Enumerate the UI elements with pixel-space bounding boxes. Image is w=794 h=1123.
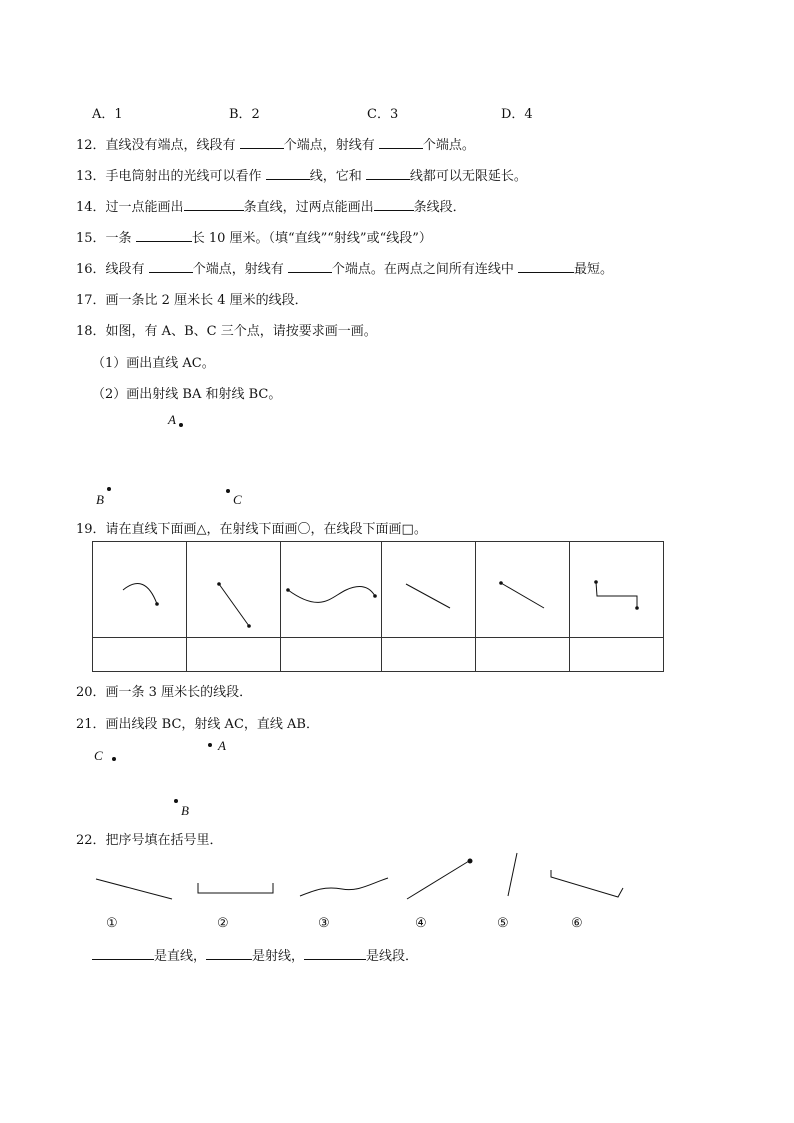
- curve-figure: [281, 542, 381, 637]
- answer-blank[interactable]: [518, 260, 574, 273]
- point-a-label: A: [168, 412, 176, 427]
- question-number: 17．: [76, 293, 106, 308]
- point-b-label: B: [181, 803, 189, 818]
- point-c[interactable]: [226, 489, 230, 493]
- figure-5-line: [508, 853, 517, 896]
- question-18: 18．如图，有 A、B、C 三个点，请按要求画一画。: [76, 324, 377, 339]
- answer-cell[interactable]: [476, 638, 570, 672]
- question-number: 12．: [76, 138, 106, 153]
- question-number: 19．: [76, 522, 106, 537]
- point-a[interactable]: [208, 743, 212, 747]
- figures-strip: [80, 850, 640, 910]
- option-a: A．1: [92, 107, 123, 122]
- answer-row: [93, 638, 664, 672]
- question-16: 16．线段有 个端点，射线有 个端点。在两点之间所有连线中 最短。: [76, 262, 613, 277]
- point-c-label: C: [233, 492, 242, 507]
- line-segment-figure: [187, 542, 280, 637]
- question-number: 15．: [76, 231, 106, 246]
- figure-cell-6: [570, 542, 664, 638]
- answer-blank-lines[interactable]: [92, 947, 154, 960]
- figure-3-curve: [300, 878, 388, 896]
- answer-blank-rays[interactable]: [206, 947, 252, 960]
- figure-cell-3: [281, 542, 382, 638]
- question-number: 13．: [76, 169, 106, 184]
- answer-cell[interactable]: [570, 638, 664, 672]
- straight-line-figure: [382, 542, 475, 637]
- answer-blank[interactable]: [136, 229, 192, 242]
- question-15: 15．一条 长 10 厘米。（填“直线”“射线”或“线段”）: [76, 231, 432, 246]
- figure-4-ray: [407, 861, 469, 899]
- figure-2-bracket: [198, 883, 273, 893]
- answer-blank[interactable]: [379, 136, 423, 149]
- answer-blank[interactable]: [366, 167, 410, 180]
- answer-blank[interactable]: [240, 136, 284, 149]
- marker-2: ②: [217, 916, 229, 931]
- marker-3: ③: [318, 916, 330, 931]
- marker-6: ⑥: [571, 916, 583, 931]
- figure-cell-1: [93, 542, 187, 638]
- question-14: 14．过一点能画出 条直线，过两点能画出 条线段．: [76, 200, 466, 215]
- question-number: 18．: [76, 324, 106, 339]
- figure-cell-2: [187, 542, 281, 638]
- figure-4-endpoint: [468, 859, 473, 864]
- question-18-part-1: （1）画出直线 AC。: [92, 356, 215, 371]
- answer-blank[interactable]: [374, 198, 414, 211]
- question-number: 20．: [76, 685, 106, 700]
- question-22-answers: 是直线， 是射线， 是线段．: [92, 945, 418, 964]
- figure-cell-5: [476, 542, 570, 638]
- question-number: 21．: [76, 717, 106, 732]
- arc-figure: [93, 542, 186, 637]
- question-20: 20．画一条 3 厘米长的线段．: [76, 685, 253, 700]
- question-18-part-2: （2）画出射线 BA 和射线 BC。: [92, 387, 282, 402]
- marker-4: ④: [415, 916, 427, 931]
- answer-cell[interactable]: [93, 638, 187, 672]
- question-13: 13．手电筒射出的光线可以看作 线，它和 线都可以无限延长。: [76, 169, 527, 184]
- point-b-label: B: [96, 492, 104, 507]
- question-22: 22．把序号填在括号里．: [76, 833, 223, 848]
- question-number: 16．: [76, 262, 106, 277]
- answer-blank-segments[interactable]: [304, 947, 366, 960]
- question-number: 22．: [76, 833, 106, 848]
- polyline-figure: [570, 542, 663, 637]
- option-b: B．2: [229, 107, 260, 122]
- marker-1: ①: [106, 916, 118, 931]
- point-c-label: C: [94, 748, 103, 763]
- option-c: C．3: [367, 107, 399, 122]
- answer-cell[interactable]: [281, 638, 382, 672]
- question-17: 17．画一条比 2 厘米长 4 厘米的线段．: [76, 293, 308, 308]
- classification-table: [92, 541, 664, 672]
- option-d: D．4: [501, 107, 533, 122]
- question-21: 21．画出线段 BC，射线 AC，直线 AB．: [76, 717, 319, 732]
- figure-1-line: [96, 879, 172, 899]
- ray-figure: [476, 542, 569, 637]
- point-a-label: A: [218, 738, 226, 753]
- figure-cell-4: [382, 542, 476, 638]
- answer-blank[interactable]: [149, 260, 193, 273]
- point-b[interactable]: [174, 799, 178, 803]
- point-b[interactable]: [107, 487, 111, 491]
- question-12: 12．直线没有端点，线段有 个端点，射线有 个端点。: [76, 138, 475, 153]
- point-a[interactable]: [179, 423, 183, 427]
- figure-6-bracket: [551, 870, 623, 897]
- marker-5: ⑤: [497, 916, 509, 931]
- answer-blank[interactable]: [184, 198, 244, 211]
- answer-blank[interactable]: [288, 260, 332, 273]
- figure-row: [93, 542, 664, 638]
- answer-blank[interactable]: [266, 167, 310, 180]
- point-c[interactable]: [112, 757, 116, 761]
- question-number: 14．: [76, 200, 106, 215]
- answer-cell[interactable]: [382, 638, 476, 672]
- answer-cell[interactable]: [187, 638, 281, 672]
- question-19: 19．请在直线下面画△，在射线下面画〇，在线段下面画□。: [76, 522, 427, 537]
